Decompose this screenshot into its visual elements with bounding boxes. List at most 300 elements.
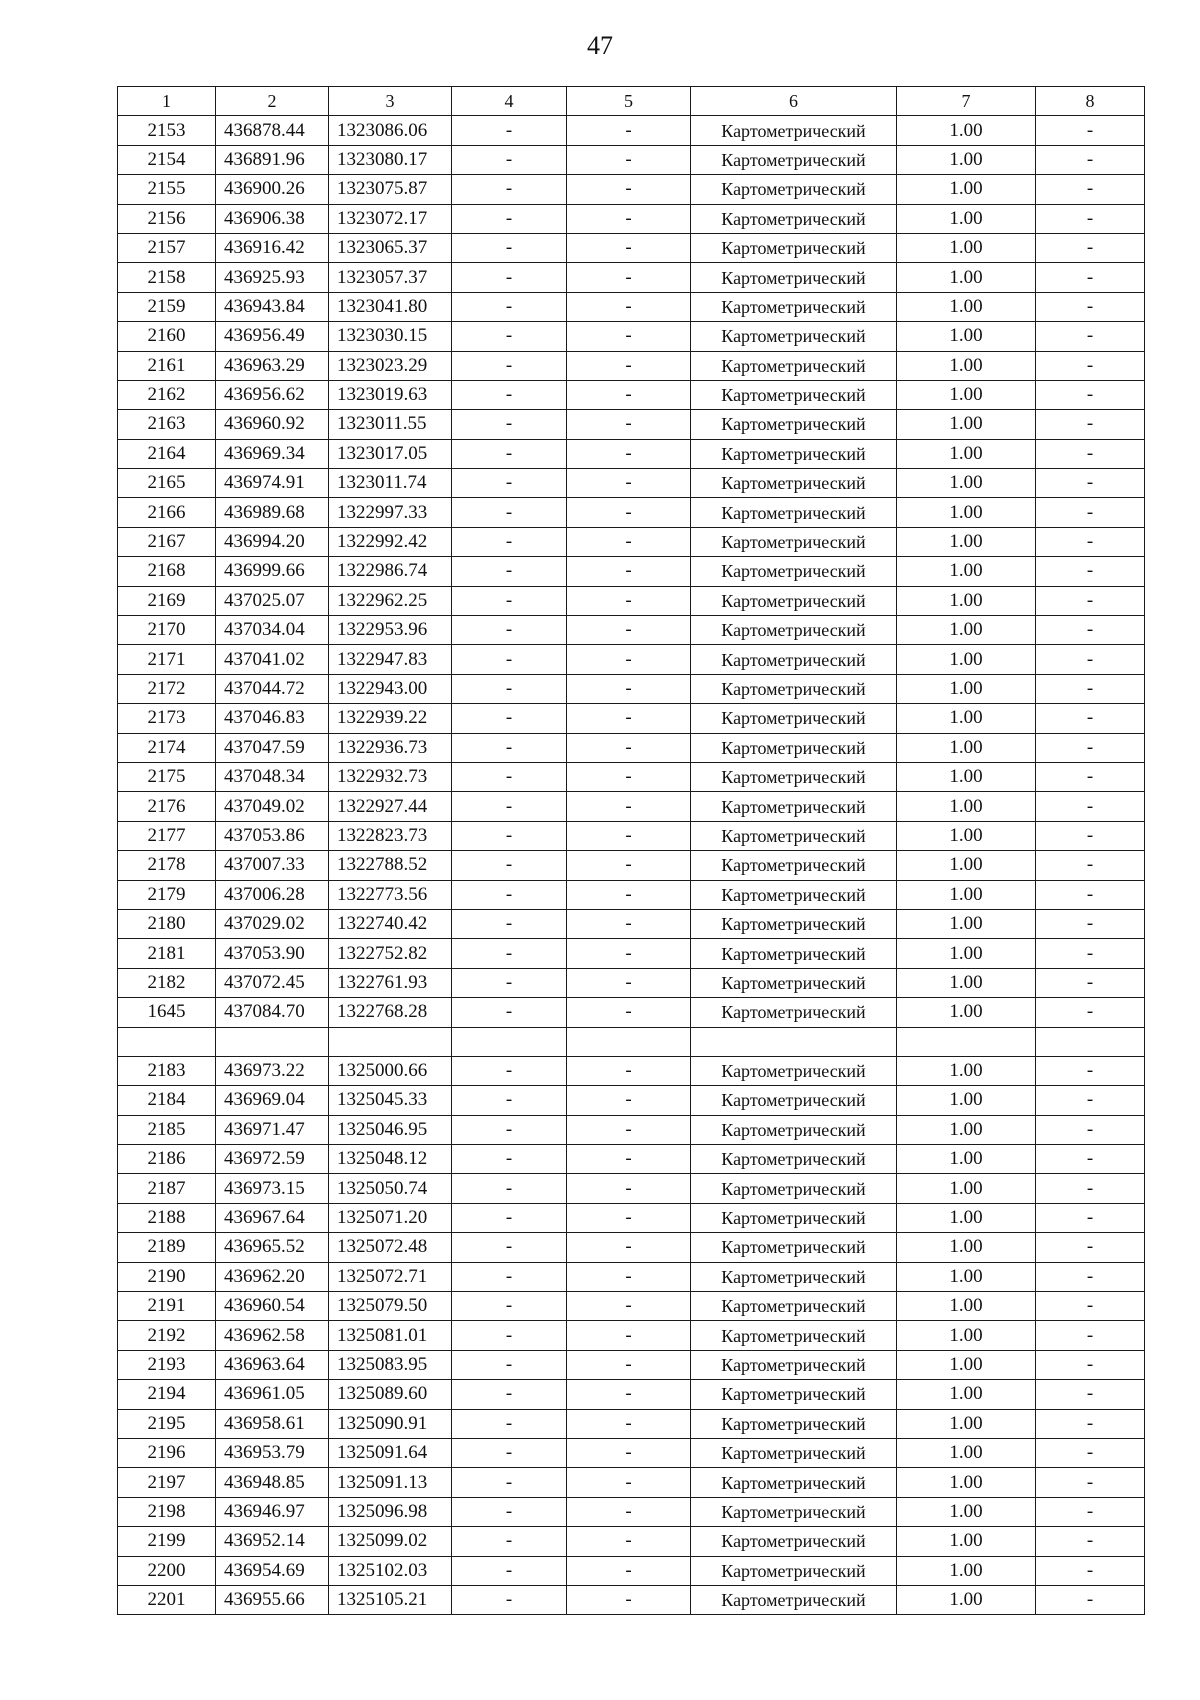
accuracy-cell: 1.00 — [897, 1497, 1036, 1526]
point-number-cell: 2161 — [118, 351, 216, 380]
method-cell: Картометрический — [691, 821, 897, 850]
col-8-cell: - — [1036, 498, 1145, 527]
accuracy-cell: 1.00 — [897, 821, 1036, 850]
col-4-cell: - — [452, 145, 567, 174]
col-4-cell: - — [452, 645, 567, 674]
accuracy-cell: 1.00 — [897, 263, 1036, 292]
accuracy-cell: 1.00 — [897, 1350, 1036, 1379]
col-8-cell: - — [1036, 998, 1145, 1027]
y-coord-cell: 1322823.73 — [329, 821, 452, 850]
table-row — [118, 557, 1145, 586]
method-cell: Картометрический — [691, 380, 897, 409]
method-cell: Картометрический — [691, 1438, 897, 1467]
accuracy-cell: 1.00 — [897, 380, 1036, 409]
y-coord-cell: 1325091.13 — [329, 1468, 452, 1497]
y-coord-cell: 1325072.71 — [329, 1262, 452, 1291]
col-8-cell: - — [1036, 1585, 1145, 1614]
col-5-cell — [567, 1027, 691, 1056]
point-number-cell: 2195 — [118, 1409, 216, 1438]
point-number-cell: 2190 — [118, 1262, 216, 1291]
point-number-cell: 2171 — [118, 645, 216, 674]
table-row — [118, 439, 1145, 468]
y-coord-cell: 1323072.17 — [329, 204, 452, 233]
method-cell: Картометрический — [691, 704, 897, 733]
method-cell: Картометрический — [691, 351, 897, 380]
method-cell: Картометрический — [691, 410, 897, 439]
method-cell: Картометрический — [691, 1380, 897, 1409]
method-cell — [691, 1027, 897, 1056]
col-4-cell: - — [452, 1233, 567, 1262]
point-number-cell: 2160 — [118, 322, 216, 351]
col-5-cell: - — [567, 439, 691, 468]
table-row — [118, 1497, 1145, 1526]
col-4-cell: - — [452, 762, 567, 791]
x-coord-cell: 436972.59 — [216, 1145, 329, 1174]
col-5-cell: - — [567, 1409, 691, 1438]
col-8-cell: - — [1036, 968, 1145, 997]
accuracy-cell: 1.00 — [897, 1409, 1036, 1438]
method-cell: Картометрический — [691, 616, 897, 645]
x-coord-cell: 436954.69 — [216, 1556, 329, 1585]
point-number-cell — [118, 1027, 216, 1056]
header-row — [118, 87, 1145, 116]
point-number-cell: 2165 — [118, 469, 216, 498]
col-4-cell: - — [452, 909, 567, 938]
x-coord-cell: 436948.85 — [216, 1468, 329, 1497]
col-5-cell: - — [567, 1468, 691, 1497]
table-row — [118, 1585, 1145, 1614]
y-coord-cell: 1323030.15 — [329, 322, 452, 351]
y-coord-cell: 1322992.42 — [329, 527, 452, 556]
col-5-cell: - — [567, 939, 691, 968]
x-coord-cell: 436925.93 — [216, 263, 329, 292]
method-cell: Картометрический — [691, 263, 897, 292]
x-coord-cell: 436943.84 — [216, 292, 329, 321]
col-8-cell: - — [1036, 1292, 1145, 1321]
col-5-cell: - — [567, 1115, 691, 1144]
col-4-cell: - — [452, 1468, 567, 1497]
col-4-cell: - — [452, 233, 567, 262]
point-number-cell: 2198 — [118, 1497, 216, 1526]
col-4-cell: - — [452, 1203, 567, 1232]
accuracy-cell: 1.00 — [897, 1086, 1036, 1115]
col-4-cell: - — [452, 1145, 567, 1174]
x-coord-cell: 437041.02 — [216, 645, 329, 674]
col-5-cell: - — [567, 792, 691, 821]
col-5-cell: - — [567, 1585, 691, 1614]
col-8-cell: - — [1036, 1468, 1145, 1497]
col-8-cell: - — [1036, 909, 1145, 938]
accuracy-cell: 1.00 — [897, 1292, 1036, 1321]
col-4-cell: - — [452, 880, 567, 909]
col-4-cell: - — [452, 616, 567, 645]
point-number-cell: 2196 — [118, 1438, 216, 1467]
col-accuracy-header: 7 — [897, 87, 1036, 116]
x-coord-cell: 436953.79 — [216, 1438, 329, 1467]
col-5-cell: - — [567, 1380, 691, 1409]
col-5-cell: - — [567, 410, 691, 439]
y-coord-cell: 1323057.37 — [329, 263, 452, 292]
col-4-cell: - — [452, 1556, 567, 1585]
point-number-cell: 2200 — [118, 1556, 216, 1585]
col-5-cell: - — [567, 116, 691, 145]
table-row — [118, 292, 1145, 321]
method-cell: Картометрический — [691, 1262, 897, 1291]
table-row — [118, 998, 1145, 1027]
table-row — [118, 968, 1145, 997]
method-cell: Картометрический — [691, 674, 897, 703]
col-4-header: 4 — [452, 87, 567, 116]
y-coord-cell: 1322927.44 — [329, 792, 452, 821]
y-coord-cell: 1325079.50 — [329, 1292, 452, 1321]
accuracy-cell: 1.00 — [897, 1438, 1036, 1467]
y-coord-cell: 1323041.80 — [329, 292, 452, 321]
col-8-cell: - — [1036, 439, 1145, 468]
col-4-cell: - — [452, 439, 567, 468]
col-4-cell: - — [452, 1380, 567, 1409]
y-coord-cell: 1322740.42 — [329, 909, 452, 938]
x-coord-cell: 436994.20 — [216, 527, 329, 556]
table-row — [118, 1527, 1145, 1556]
table-row — [118, 1321, 1145, 1350]
x-coord-cell: 437029.02 — [216, 909, 329, 938]
x-coord-cell: 437047.59 — [216, 733, 329, 762]
table-body — [118, 116, 1145, 1615]
col-4-cell: - — [452, 1292, 567, 1321]
table-row — [118, 1380, 1145, 1409]
col-4-cell: - — [452, 1585, 567, 1614]
accuracy-cell: 1.00 — [897, 116, 1036, 145]
y-coord-cell: 1325091.64 — [329, 1438, 452, 1467]
accuracy-cell: 1.00 — [897, 998, 1036, 1027]
col-4-cell: - — [452, 1409, 567, 1438]
col-4-cell: - — [452, 1527, 567, 1556]
col-8-cell: - — [1036, 292, 1145, 321]
col-8-cell: - — [1036, 145, 1145, 174]
col-4-cell: - — [452, 175, 567, 204]
accuracy-cell: 1.00 — [897, 616, 1036, 645]
col-8-cell: - — [1036, 792, 1145, 821]
method-cell: Картометрический — [691, 792, 897, 821]
method-cell: Картометрический — [691, 968, 897, 997]
col-5-cell: - — [567, 498, 691, 527]
x-coord-cell: 436906.38 — [216, 204, 329, 233]
col-5-cell: - — [567, 821, 691, 850]
table-row — [118, 733, 1145, 762]
col-5-cell: - — [567, 145, 691, 174]
col-5-cell: - — [567, 204, 691, 233]
x-coord-cell: 436961.05 — [216, 1380, 329, 1409]
method-cell: Картометрический — [691, 527, 897, 556]
table-row — [118, 762, 1145, 791]
point-number-cell: 2183 — [118, 1056, 216, 1085]
col-5-cell: - — [567, 1233, 691, 1262]
accuracy-cell: 1.00 — [897, 1262, 1036, 1291]
col-8-cell: - — [1036, 263, 1145, 292]
y-coord-cell: 1325096.98 — [329, 1497, 452, 1526]
point-number-cell: 2201 — [118, 1585, 216, 1614]
accuracy-cell: 1.00 — [897, 1203, 1036, 1232]
point-number-cell: 2194 — [118, 1380, 216, 1409]
col-5-cell: - — [567, 733, 691, 762]
method-cell: Картометрический — [691, 909, 897, 938]
point-number-cell: 2174 — [118, 733, 216, 762]
col-8-cell: - — [1036, 645, 1145, 674]
method-cell: Картометрический — [691, 1145, 897, 1174]
y-coord-cell: 1325050.74 — [329, 1174, 452, 1203]
col-4-cell: - — [452, 1350, 567, 1379]
col-8-cell: - — [1036, 1350, 1145, 1379]
method-cell: Картометрический — [691, 851, 897, 880]
y-coord-cell — [329, 1027, 452, 1056]
method-cell: Картометрический — [691, 1350, 897, 1379]
col-5-cell: - — [567, 557, 691, 586]
coordinates-table — [117, 86, 1145, 1615]
point-number-cell: 2188 — [118, 1203, 216, 1232]
accuracy-cell: 1.00 — [897, 1145, 1036, 1174]
accuracy-cell — [897, 1027, 1036, 1056]
accuracy-cell: 1.00 — [897, 1468, 1036, 1497]
col-point-number-header: 1 — [118, 87, 216, 116]
table-row — [118, 1409, 1145, 1438]
method-cell: Картометрический — [691, 145, 897, 174]
method-cell: Картометрический — [691, 645, 897, 674]
col-4-cell: - — [452, 792, 567, 821]
x-coord-cell: 436967.64 — [216, 1203, 329, 1232]
table-row — [118, 233, 1145, 262]
y-coord-cell: 1322986.74 — [329, 557, 452, 586]
accuracy-cell: 1.00 — [897, 1115, 1036, 1144]
method-cell: Картометрический — [691, 1174, 897, 1203]
col-8-cell: - — [1036, 586, 1145, 615]
col-8-cell: - — [1036, 616, 1145, 645]
col-5-cell: - — [567, 175, 691, 204]
method-cell: Картометрический — [691, 939, 897, 968]
point-number-cell: 2169 — [118, 586, 216, 615]
table-row — [118, 792, 1145, 821]
method-cell: Картометрический — [691, 292, 897, 321]
y-coord-cell: 1323080.17 — [329, 145, 452, 174]
method-cell: Картометрический — [691, 439, 897, 468]
accuracy-cell: 1.00 — [897, 1527, 1036, 1556]
accuracy-cell: 1.00 — [897, 439, 1036, 468]
col-5-cell: - — [567, 968, 691, 997]
col-4-cell: - — [452, 704, 567, 733]
col-8-cell: - — [1036, 1438, 1145, 1467]
table-row — [118, 1292, 1145, 1321]
x-coord-cell: 437034.04 — [216, 616, 329, 645]
x-coord-cell: 436900.26 — [216, 175, 329, 204]
method-cell: Картометрический — [691, 175, 897, 204]
col-4-cell: - — [452, 821, 567, 850]
point-number-cell: 2164 — [118, 439, 216, 468]
point-number-cell: 2197 — [118, 1468, 216, 1497]
accuracy-cell: 1.00 — [897, 557, 1036, 586]
table-row — [118, 645, 1145, 674]
method-cell: Картометрический — [691, 1203, 897, 1232]
col-5-header: 5 — [567, 87, 691, 116]
point-number-cell: 2176 — [118, 792, 216, 821]
point-number-cell: 2173 — [118, 704, 216, 733]
y-coord-cell: 1322932.73 — [329, 762, 452, 791]
col-4-cell: - — [452, 1174, 567, 1203]
accuracy-cell: 1.00 — [897, 1233, 1036, 1262]
x-coord-cell: 437007.33 — [216, 851, 329, 880]
x-coord-cell: 436878.44 — [216, 116, 329, 145]
point-number-cell: 2159 — [118, 292, 216, 321]
col-8-cell — [1036, 1027, 1145, 1056]
table-row — [118, 704, 1145, 733]
point-number-cell: 2156 — [118, 204, 216, 233]
col-8-cell: - — [1036, 733, 1145, 762]
table-row — [118, 469, 1145, 498]
accuracy-cell: 1.00 — [897, 1585, 1036, 1614]
page-number: 47 — [587, 31, 613, 60]
method-cell: Картометрический — [691, 322, 897, 351]
y-coord-cell: 1322773.56 — [329, 880, 452, 909]
x-coord-cell: 436989.68 — [216, 498, 329, 527]
col-4-cell: - — [452, 1497, 567, 1526]
col-5-cell: - — [567, 322, 691, 351]
col-4-cell: - — [452, 1321, 567, 1350]
y-coord-cell: 1323086.06 — [329, 116, 452, 145]
accuracy-cell: 1.00 — [897, 527, 1036, 556]
table-row — [118, 1350, 1145, 1379]
point-number-cell: 2177 — [118, 821, 216, 850]
method-cell: Картометрический — [691, 1292, 897, 1321]
table-row — [118, 1233, 1145, 1262]
col-8-cell: - — [1036, 1556, 1145, 1585]
col-8-cell: - — [1036, 762, 1145, 791]
table-row — [118, 851, 1145, 880]
col-8-cell: - — [1036, 175, 1145, 204]
point-number-cell: 2199 — [118, 1527, 216, 1556]
col-5-cell: - — [567, 292, 691, 321]
x-coord-cell: 437048.34 — [216, 762, 329, 791]
y-coord-cell: 1325090.91 — [329, 1409, 452, 1438]
table-row — [118, 1086, 1145, 1115]
col-8-cell: - — [1036, 704, 1145, 733]
col-4-cell: - — [452, 733, 567, 762]
x-coord-cell: 436971.47 — [216, 1115, 329, 1144]
col-5-cell: - — [567, 674, 691, 703]
accuracy-cell: 1.00 — [897, 322, 1036, 351]
y-coord-cell: 1323065.37 — [329, 233, 452, 262]
point-number-cell: 2157 — [118, 233, 216, 262]
method-cell: Картометрический — [691, 880, 897, 909]
method-cell: Картометрический — [691, 1056, 897, 1085]
col-4-cell: - — [452, 674, 567, 703]
y-coord-cell: 1323011.74 — [329, 469, 452, 498]
accuracy-cell: 1.00 — [897, 1321, 1036, 1350]
col-8-cell: - — [1036, 1527, 1145, 1556]
col-4-cell: - — [452, 557, 567, 586]
col-8-cell: - — [1036, 469, 1145, 498]
point-number-cell: 2180 — [118, 909, 216, 938]
y-coord-cell: 1325045.33 — [329, 1086, 452, 1115]
y-coord-cell: 1322943.00 — [329, 674, 452, 703]
table-row — [118, 145, 1145, 174]
col-4-cell: - — [452, 116, 567, 145]
col-8-cell: - — [1036, 1145, 1145, 1174]
accuracy-cell: 1.00 — [897, 762, 1036, 791]
col-5-cell: - — [567, 1350, 691, 1379]
point-number-cell: 2193 — [118, 1350, 216, 1379]
point-number-cell: 2153 — [118, 116, 216, 145]
table-row — [118, 527, 1145, 556]
col-8-cell: - — [1036, 1056, 1145, 1085]
point-number-cell: 2181 — [118, 939, 216, 968]
col-8-cell: - — [1036, 1174, 1145, 1203]
col-x-header: 2 — [216, 87, 329, 116]
x-coord-cell: 436999.66 — [216, 557, 329, 586]
point-number-cell: 2170 — [118, 616, 216, 645]
table-row — [118, 1145, 1145, 1174]
accuracy-cell: 1.00 — [897, 145, 1036, 174]
point-number-cell: 2154 — [118, 145, 216, 174]
method-cell: Картометрический — [691, 1321, 897, 1350]
method-cell: Картометрический — [691, 233, 897, 262]
col-4-cell: - — [452, 586, 567, 615]
y-coord-cell: 1322947.83 — [329, 645, 452, 674]
table-row — [118, 175, 1145, 204]
y-coord-cell: 1325081.01 — [329, 1321, 452, 1350]
col-4-cell: - — [452, 469, 567, 498]
col-5-cell: - — [567, 1203, 691, 1232]
col-8-cell: - — [1036, 351, 1145, 380]
x-coord-cell: 436956.49 — [216, 322, 329, 351]
table-row — [118, 1203, 1145, 1232]
col-8-cell: - — [1036, 1262, 1145, 1291]
y-coord-cell: 1323023.29 — [329, 351, 452, 380]
col-5-cell: - — [567, 586, 691, 615]
col-8-cell: - — [1036, 557, 1145, 586]
col-4-cell: - — [452, 204, 567, 233]
method-cell: Картометрический — [691, 1409, 897, 1438]
col-5-cell: - — [567, 1056, 691, 1085]
col-5-cell: - — [567, 1556, 691, 1585]
x-coord-cell: 436952.14 — [216, 1527, 329, 1556]
method-cell: Картометрический — [691, 1233, 897, 1262]
separator-row — [118, 1027, 1145, 1056]
accuracy-cell: 1.00 — [897, 1056, 1036, 1085]
col-8-cell: - — [1036, 1203, 1145, 1232]
col-8-cell: - — [1036, 322, 1145, 351]
table-row — [118, 674, 1145, 703]
y-coord-cell: 1323019.63 — [329, 380, 452, 409]
col-8-header: 8 — [1036, 87, 1145, 116]
point-number-cell: 2172 — [118, 674, 216, 703]
x-coord-cell: 436962.20 — [216, 1262, 329, 1291]
point-number-cell: 2184 — [118, 1086, 216, 1115]
method-cell: Картометрический — [691, 1585, 897, 1614]
col-4-cell: - — [452, 322, 567, 351]
y-coord-cell: 1325071.20 — [329, 1203, 452, 1232]
x-coord-cell — [216, 1027, 329, 1056]
accuracy-cell: 1.00 — [897, 792, 1036, 821]
col-5-cell: - — [567, 704, 691, 733]
table-row — [118, 821, 1145, 850]
point-number-cell: 2163 — [118, 410, 216, 439]
method-cell: Картометрический — [691, 469, 897, 498]
y-coord-cell: 1322761.93 — [329, 968, 452, 997]
x-coord-cell: 437049.02 — [216, 792, 329, 821]
col-5-cell: - — [567, 1262, 691, 1291]
col-4-cell — [452, 1027, 567, 1056]
accuracy-cell: 1.00 — [897, 851, 1036, 880]
col-4-cell: - — [452, 998, 567, 1027]
col-5-cell: - — [567, 1527, 691, 1556]
